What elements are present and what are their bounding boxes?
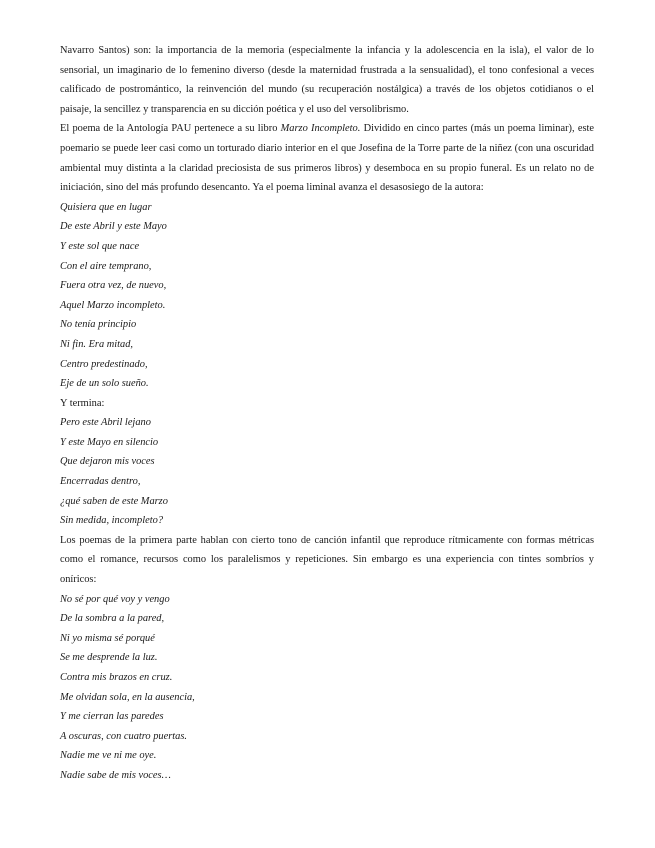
verse-line: No tenía principio xyxy=(60,319,137,331)
poem-ending xyxy=(60,413,594,531)
verse-line: Nadie sabe de mis voces… xyxy=(60,769,171,781)
verse-line: Centro predestinado, xyxy=(60,358,148,370)
verse-line: Se me desprende la luz. xyxy=(60,652,158,664)
verse-line: Me olvidan sola, en la ausencia, xyxy=(60,691,195,703)
paragraph-primera-parte: Los poemas de la primera parte hablan con cierto tono de canción infantil que reproduce rítmicamente con formas métricas como el romance, recursos como los paralelismos y repeticiones. Sin embargo es una experiencia con tintes sombríos y oníricos: xyxy=(60,534,594,586)
verse-line: Y este Mayo en silencio xyxy=(60,436,159,448)
paragraph-themes: Navarro Santos) son: la importancia de la memoria (especialmente la infancia y la adolescencia en la isla), el valor de lo sensorial, un imaginario de lo femenino diverso (desde la maternidad frustrada a la sensualidad), el tono confesional a veces calificado de postromántico, la reinvención del mundo (su recuperación nostálgica) a través de los objetos cotidianos o el paisaje, la sencillez y transparencia en su dicción poética y el uso del versolibrismo. xyxy=(60,45,594,115)
verse-line: Con el aire temprano, xyxy=(60,260,152,272)
verse-line: No sé por qué voy y vengo xyxy=(60,593,170,605)
verse-line: Contra mis brazos en cruz. xyxy=(60,672,173,683)
poem-oniric xyxy=(60,590,594,786)
verse-line: Y me cierran las paredes xyxy=(60,711,164,723)
verse-line: Pero este Abril lejano xyxy=(60,417,151,429)
verse-line: Que dejaron mis voces xyxy=(60,456,155,468)
verse-line: Nadie me ve ni me oye. xyxy=(60,750,157,762)
document-page xyxy=(60,41,594,786)
verse-line: Ni fin. Era mitad, xyxy=(60,338,134,350)
verse-line: Ni yo misma sé porqué xyxy=(60,632,155,644)
y-termina-label: Y termina: xyxy=(60,397,105,409)
book-title: Marzo Incompleto. xyxy=(280,123,361,135)
paragraph-text: El poema de la Antología PAU pertenece a su libro xyxy=(60,123,281,135)
verse-line: De la sombra a la pared, xyxy=(60,613,165,625)
paragraph-marzo-incompleto xyxy=(60,119,594,197)
verse-line: ¿qué saben de este Marzo xyxy=(60,495,168,507)
verse-line: Encerradas dentro, xyxy=(60,476,141,488)
verse-line: Eje de un solo sueño. xyxy=(60,378,149,390)
paragraph-text: Dividido en cinco partes (más un poema liminar), este poemario se puede leer casi como un torturado diario interior en el que Josefina de la Torre parte de la niñez (con una oscuridad ambiental muy distinta a la claridad preciosista de sus primeros libros) y desemboca en su propio funeral. Es un relato no de iniciación, sino del más profundo desencanto. Ya el poema liminal avanza el desasosiego de la autora: xyxy=(60,123,595,194)
poem-liminar xyxy=(60,198,594,394)
verse-line: Aquel Marzo incompleto. xyxy=(60,299,166,311)
verse-line: De este Abril y este Mayo xyxy=(60,221,167,233)
verse-line: A oscuras, con cuatro puertas. xyxy=(60,730,187,742)
verse-line: Y este sol que nace xyxy=(60,240,140,252)
verse-line: Fuera otra vez, de nuevo, xyxy=(60,280,167,292)
verse-line: Quisiera que en lugar xyxy=(60,201,152,213)
verse-line: Sin medida, incompleto? xyxy=(60,515,164,527)
